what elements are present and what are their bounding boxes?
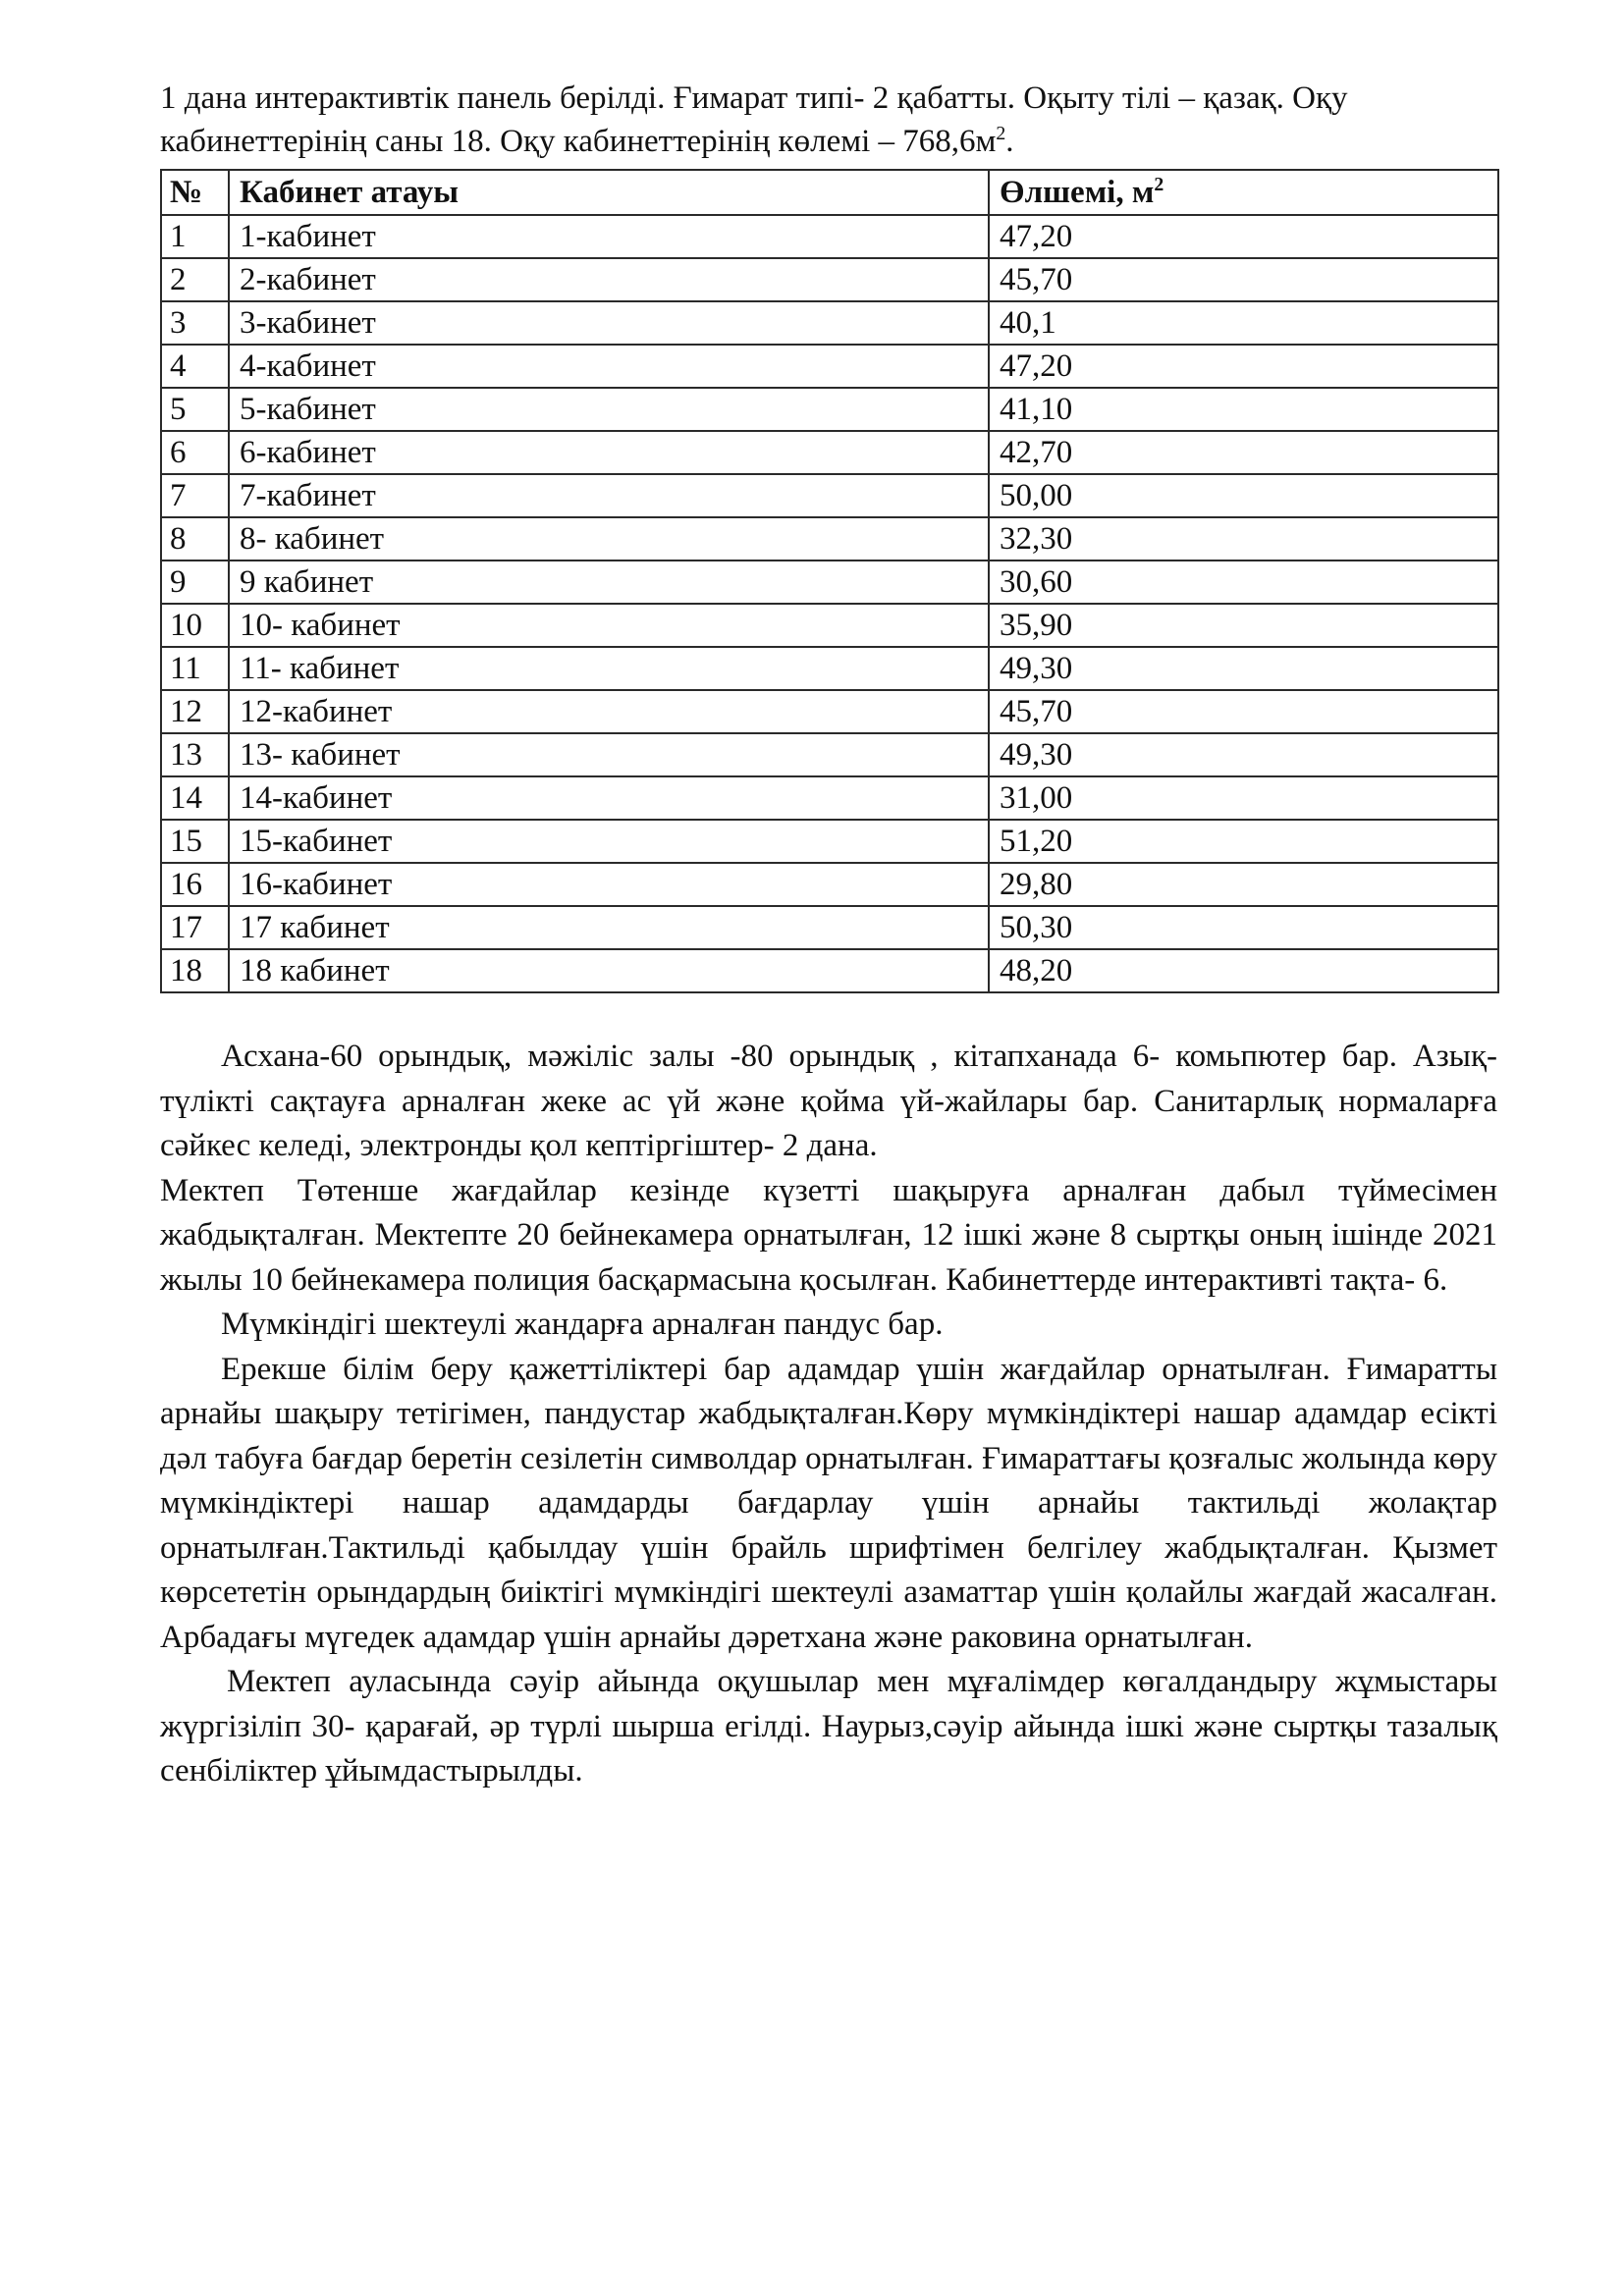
table-header-row [161, 170, 1498, 215]
document-page [160, 77, 1497, 1794]
row-number: 5 [161, 388, 229, 431]
table-row [161, 906, 1498, 949]
header-room-name: Кабинет атауы [229, 170, 989, 215]
table-row [161, 776, 1498, 820]
paragraph-landscaping: Мектеп ауласында сәуір айында оқушылар мен мұғалімдер көгалдандыру жұмыстары жүргізіліп 30- қарағай, әр түрлі шырша егілді. Наурыз,сәуір айында ішкі және сыртқы тазалық сенбіліктер ұйымдастырылды. [160, 1664, 1497, 1789]
paragraph-security: Мектеп Төтенше жағдайлар кезінде күзетті шақыруға арналған дабыл түймесімен жабдықталған. Мектепте 20 бейнекамера орнатылған, 12 ішкі және 8 сыртқы оның ішінде 2021 жылы 10 бейнекамера полиция басқармасына қосылған. Кабинеттерде интерактивті тақта- 6. [160, 1172, 1497, 1298]
room-size: 45,70 [989, 690, 1498, 733]
room-name: 8- кабинет [229, 517, 989, 561]
room-name: 2-кабинет [229, 258, 989, 301]
intro-text-end: . [1005, 124, 1014, 159]
row-number: 3 [161, 301, 229, 345]
row-number: 13 [161, 733, 229, 776]
room-name: 3-кабинет [229, 301, 989, 345]
header-number: № [161, 170, 229, 215]
room-name: 9 кабинет [229, 561, 989, 604]
intro-paragraph [160, 77, 1497, 163]
table-row [161, 431, 1498, 474]
room-size: 49,30 [989, 733, 1498, 776]
intro-text: 1 дана интерактивтік панель берілді. Ғимарат типі- 2 қабатты. Оқыту тілі – қазақ. Оқу кабинеттерінің саны 18. Оқу кабинеттерінің көлемі – 768,6м [160, 80, 1348, 159]
room-name: 10- кабинет [229, 604, 989, 647]
room-size: 29,80 [989, 863, 1498, 906]
header-size-superscript: 2 [1154, 174, 1164, 195]
room-size: 30,60 [989, 561, 1498, 604]
row-number: 10 [161, 604, 229, 647]
table-row [161, 517, 1498, 561]
table-row [161, 215, 1498, 258]
room-size: 45,70 [989, 258, 1498, 301]
paragraph-accessibility: Ерекше білім беру қажеттіліктері бар адамдар үшін жағдайлар орнатылған. Ғимаратты арнайы шақыру тетігімен, пандустар жабдықталған.Көру мүмкіндіктері нашар адамдар есікті дәл табуға бағдар беретін сезілетін символдар орнатылған. Ғимараттағы қозғалыс жолында көру мүмкіндіктері нашар адамдарды бағдарлау үшін арнайы тактильді жолақтар орнатылған.Тактильді қабылдау үшін брайль шрифтімен белгілеу жабдықталған. Қызмет көрсететін орындардың биіктігі мүмкіндігі шектеулі азаматтар үшін қолайлы жағдай жасалған. Арбадағы мүгедек адамдар үшін арнайы дәретхана және раковина орнатылған. [160, 1351, 1497, 1655]
room-name: 5-кабинет [229, 388, 989, 431]
table-row [161, 690, 1498, 733]
room-name: 18 кабинет [229, 949, 989, 992]
room-name: 1-кабинет [229, 215, 989, 258]
header-size-label: Өлшемі, м [1000, 175, 1155, 210]
room-size: 48,20 [989, 949, 1498, 992]
room-size: 41,10 [989, 388, 1498, 431]
room-size: 47,20 [989, 215, 1498, 258]
room-size: 50,30 [989, 906, 1498, 949]
row-number: 2 [161, 258, 229, 301]
room-name: 15-кабинет [229, 820, 989, 863]
room-name: 17 кабинет [229, 906, 989, 949]
room-size: 40,1 [989, 301, 1498, 345]
room-size: 32,30 [989, 517, 1498, 561]
table-row [161, 388, 1498, 431]
row-number: 12 [161, 690, 229, 733]
row-number: 11 [161, 647, 229, 690]
room-name: 14-кабинет [229, 776, 989, 820]
room-name: 7-кабинет [229, 474, 989, 517]
row-number: 16 [161, 863, 229, 906]
row-number: 17 [161, 906, 229, 949]
room-size: 35,90 [989, 604, 1498, 647]
room-size: 42,70 [989, 431, 1498, 474]
room-name: 12-кабинет [229, 690, 989, 733]
row-number: 7 [161, 474, 229, 517]
row-number: 4 [161, 345, 229, 388]
table-row [161, 561, 1498, 604]
table-row [161, 258, 1498, 301]
table-row [161, 820, 1498, 863]
paragraph-ramp: Мүмкіндігі шектеулі жандарға арналған пандус бар. [221, 1307, 944, 1342]
table-row [161, 647, 1498, 690]
classrooms-table [160, 169, 1499, 993]
row-number: 14 [161, 776, 229, 820]
row-number: 9 [161, 561, 229, 604]
room-size: 47,20 [989, 345, 1498, 388]
table-row [161, 733, 1498, 776]
room-size: 49,30 [989, 647, 1498, 690]
table-row [161, 863, 1498, 906]
row-number: 18 [161, 949, 229, 992]
room-name: 4-кабинет [229, 345, 989, 388]
table-row [161, 345, 1498, 388]
table-row [161, 301, 1498, 345]
header-size [989, 170, 1498, 215]
row-number: 8 [161, 517, 229, 561]
paragraph-facilities: Асхана-60 орындық, мәжіліс залы -80 орындық , кітапханада 6- комьпютер бар. Азық-түлікті сақтауға арналған жеке ас үй және қойма үй-жайлары бар. Санитарлық нормаларға сәйкес келеді, электронды қол кептіргіштер- 2 дана. [160, 1039, 1497, 1163]
room-name: 13- кабинет [229, 733, 989, 776]
room-size: 51,20 [989, 820, 1498, 863]
room-size: 50,00 [989, 474, 1498, 517]
room-name: 11- кабинет [229, 647, 989, 690]
body-text [160, 1035, 1497, 1794]
row-number: 15 [161, 820, 229, 863]
table-row [161, 474, 1498, 517]
room-name: 16-кабинет [229, 863, 989, 906]
row-number: 1 [161, 215, 229, 258]
room-name: 6-кабинет [229, 431, 989, 474]
table-row [161, 604, 1498, 647]
table-row [161, 949, 1498, 992]
superscript-squared: 2 [996, 123, 1006, 144]
room-size: 31,00 [989, 776, 1498, 820]
row-number: 6 [161, 431, 229, 474]
